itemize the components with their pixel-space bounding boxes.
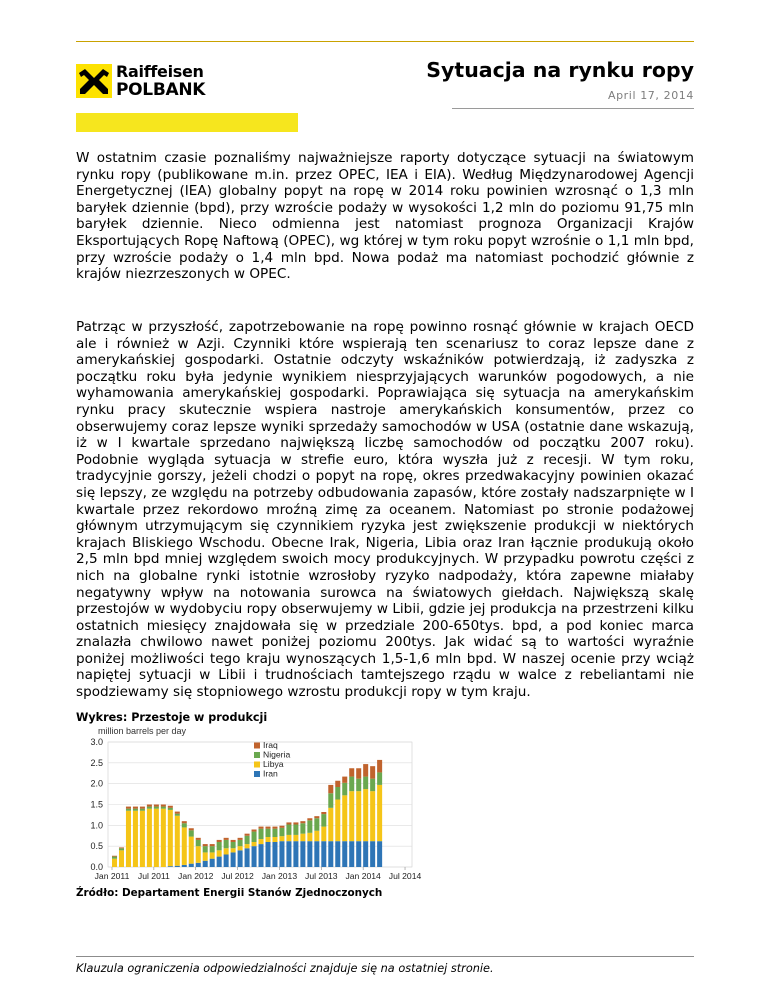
x-tick-label: Jul 2014 <box>388 871 422 881</box>
bar-segment-libya <box>356 791 361 841</box>
y-tick-label: 0.0 <box>90 862 103 872</box>
bar-segment-nigeria <box>147 807 152 809</box>
bar-segment-iraq <box>370 766 375 779</box>
bar-segment-iraq <box>335 781 340 787</box>
bar-segment-iraq <box>189 828 194 830</box>
bar-segment-iraq <box>252 830 257 832</box>
bar-segment-nigeria <box>175 814 180 816</box>
x-tick-label: Jan 2014 <box>345 871 381 881</box>
bar-segment-nigeria <box>245 836 250 844</box>
bar-segment-libya <box>231 848 236 852</box>
bar-segment-nigeria <box>356 779 361 792</box>
bar-segment-iraq <box>349 768 354 776</box>
bar-segment-iraq <box>356 768 361 778</box>
bar-segment-libya <box>210 852 215 858</box>
bar-segment-iran <box>342 841 347 867</box>
bar-segment-iraq <box>314 816 319 818</box>
bar-segment-iran <box>238 850 243 867</box>
bar-segment-libya <box>286 835 291 841</box>
x-tick-label: Jan 2011 <box>94 871 130 881</box>
bar-segment-iraq <box>300 821 305 823</box>
bar-segment-iraq <box>363 764 368 777</box>
bar-segment-iran <box>293 841 298 867</box>
bar-segment-iran <box>328 841 333 867</box>
bar-segment-nigeria <box>224 840 229 848</box>
bar-segment-iraq <box>161 805 166 807</box>
bar-segment-iran <box>265 842 270 867</box>
bar-segment-nigeria <box>217 842 222 850</box>
bar-segment-libya <box>140 811 145 867</box>
y-tick-label: 1.5 <box>90 799 103 810</box>
bar-segment-libya <box>161 809 166 867</box>
bar-segment-iraq <box>182 821 187 823</box>
legend-label-libya: Libya <box>263 759 284 769</box>
legend-label-iran: Iran <box>263 768 278 779</box>
bar-segment-iraq <box>133 807 138 809</box>
bar-segment-nigeria <box>300 823 305 833</box>
bar-segment-iran <box>321 841 326 867</box>
bar-segment-iran <box>314 841 319 867</box>
bar-segment-iraq <box>203 844 208 846</box>
bar-segment-iran <box>363 841 368 867</box>
bar-segment-iran <box>370 841 375 867</box>
bar-segment-iran <box>377 841 382 867</box>
bar-segment-nigeria <box>231 842 236 848</box>
x-tick-label: Jul 2013 <box>305 871 338 881</box>
bar-segment-libya <box>335 800 340 842</box>
bar-segment-nigeria <box>154 807 159 809</box>
x-tick-label: Jan 2012 <box>178 871 214 881</box>
chart-source: Źródło: Departament Energii Stanów Zjednoczonych <box>76 887 383 899</box>
chart-y-axis-label: million barrels per day <box>98 726 187 736</box>
bar-segment-nigeria <box>286 825 291 835</box>
bar-segment-libya <box>377 785 382 841</box>
bar-segment-libya <box>314 831 319 841</box>
bar-segment-iran <box>217 857 222 867</box>
y-tick-label: 0.5 <box>90 841 103 852</box>
bar-segment-iran <box>203 861 208 867</box>
bar-segment-iran <box>196 863 201 867</box>
bar-segment-libya <box>189 837 194 864</box>
bar-segment-libya <box>126 811 131 867</box>
bar-segment-nigeria <box>314 818 319 831</box>
raiffeisen-polbank-logo <box>76 60 216 108</box>
bar-segment-iran <box>259 844 264 867</box>
bar-segment-iraq <box>231 840 236 842</box>
bar-segment-libya <box>370 791 375 841</box>
bar-segment-libya <box>168 810 173 866</box>
bar-segment-iran <box>279 841 284 867</box>
bar-segment-libya <box>182 827 187 864</box>
bar-segment-libya <box>307 833 312 841</box>
x-tick-label: Jan 2013 <box>261 871 298 881</box>
bar-segment-nigeria <box>370 779 375 792</box>
bar-segment-libya <box>293 835 298 841</box>
legend-swatch-iraq <box>254 743 260 749</box>
bar-segment-libya <box>217 850 222 856</box>
bar-segment-iraq <box>328 785 333 793</box>
y-tick-label: 3.0 <box>90 737 103 747</box>
chart-caption: Wykres: Przestoje w produkcji <box>76 711 268 724</box>
bar-segment-iran <box>224 855 229 868</box>
bar-segment-iraq <box>168 806 173 808</box>
header-bottom-rule <box>452 108 694 109</box>
bar-segment-nigeria <box>210 846 215 852</box>
footer-rule <box>76 956 694 957</box>
bar-segment-iran <box>307 841 312 867</box>
bar-segment-libya <box>328 808 333 841</box>
bar-segment-iraq <box>210 844 215 846</box>
bar-segment-libya <box>342 795 347 841</box>
bar-segment-nigeria <box>279 828 284 836</box>
bar-segment-iran <box>356 841 361 867</box>
bar-segment-libya <box>259 839 264 844</box>
bar-segment-iraq <box>112 856 117 857</box>
bar-segment-iran <box>182 865 187 867</box>
paragraph-1: W ostatnim czasie poznaliśmy najważniejsze raporty dotyczące sytuacji na światowym rynku ropy (publikowane m.in. przez OPEC, IEA i EIA). Według Międzynarodowej Agencji Energetycznej (IEA) globalny popyt na ropę w 2014 roku powinien wzrosnąć o 1,3 mln baryłek dziennie (bpd), przy wzroście podaży w wysokości 1,2 mln do poziomu 91,75 mln baryłek dziennie. Nieco odmienna jest natomiast prognoza Organizacji Krajów Eksportujących Ropę Naftową (OPEC), wg której w tym roku popyt wzrośnie o 1,1 mln bpd, przy wzroście podaży o 1,4 mln bpd. Nowa podaż ma natomiast pochodzić głównie z krajów niezrzeszonych w OPEC. <box>76 150 694 283</box>
bar-segment-nigeria <box>168 808 173 810</box>
bar-segment-iraq <box>126 807 131 809</box>
bar-segment-libya <box>154 809 159 867</box>
bar-segment-nigeria <box>272 829 277 837</box>
x-tick-label: Jul 2012 <box>221 871 254 881</box>
bar-segment-libya <box>147 809 152 867</box>
bar-segment-iraq <box>342 777 347 783</box>
bar-segment-iraq <box>259 827 264 829</box>
bar-segment-nigeria <box>363 777 368 790</box>
bar-segment-iraq <box>154 805 159 807</box>
bar-segment-iran <box>168 866 173 867</box>
bar-segment-libya <box>112 859 117 867</box>
page-title: Sytuacja na rynku ropy <box>426 58 694 82</box>
bar-segment-iran <box>335 841 340 867</box>
bar-segment-libya <box>272 837 277 842</box>
bar-segment-nigeria <box>321 814 326 827</box>
bar-segment-nigeria <box>342 783 347 796</box>
bar-segment-nigeria <box>293 825 298 835</box>
bar-segment-nigeria <box>119 848 124 850</box>
bar-segment-libya <box>196 846 201 863</box>
legend-swatch-iran <box>254 771 260 777</box>
bar-segment-iraq <box>147 805 152 807</box>
bar-segment-nigeria <box>335 787 340 800</box>
bar-segment-iran <box>245 848 250 867</box>
bar-segment-iran <box>300 841 305 867</box>
raiffeisen-gable-cross-icon <box>76 64 112 98</box>
bar-segment-nigeria <box>328 793 333 808</box>
y-tick-label: 2.5 <box>90 757 103 768</box>
bar-segment-nigeria <box>140 809 145 811</box>
bar-segment-libya <box>321 827 326 842</box>
header-top-rule <box>76 41 694 42</box>
bar-segment-libya <box>203 852 208 860</box>
bar-segment-iran <box>231 852 236 867</box>
bar-segment-nigeria <box>259 829 264 839</box>
bar-segment-nigeria <box>189 830 194 836</box>
bar-segment-iraq <box>272 827 277 829</box>
bar-segment-iraq <box>286 822 291 824</box>
bar-segment-nigeria <box>133 809 138 811</box>
bar-segment-nigeria <box>161 807 166 809</box>
bar-segment-iraq <box>245 834 250 836</box>
bar-segment-iraq <box>196 838 201 840</box>
bar-segment-iraq <box>377 760 382 773</box>
legend-label-nigeria: Nigeria <box>263 749 291 760</box>
bar-segment-iran <box>272 842 277 867</box>
bar-segment-libya <box>238 846 243 850</box>
x-tick-label: Jul 2011 <box>137 871 170 881</box>
bar-segment-nigeria <box>196 840 201 846</box>
bar-segment-iraq <box>293 822 298 824</box>
bar-segment-nigeria <box>349 777 354 792</box>
bar-segment-nigeria <box>307 820 312 833</box>
bar-segment-iran <box>210 859 215 867</box>
bar-segment-nigeria <box>126 809 131 811</box>
bar-segment-libya <box>245 844 250 848</box>
bar-segment-libya <box>363 789 368 841</box>
bar-segment-libya <box>224 848 229 854</box>
bar-segment-iran <box>286 841 291 867</box>
y-tick-label: 2.0 <box>90 778 103 789</box>
brand-accent-bar <box>76 113 298 132</box>
bar-segment-nigeria <box>112 857 117 859</box>
y-tick-label: 1.0 <box>90 820 103 831</box>
bar-segment-iraq <box>279 826 284 828</box>
bar-segment-iraq <box>224 838 229 840</box>
bar-segment-iran <box>252 846 257 867</box>
bar-segment-iraq <box>265 827 270 829</box>
bar-segment-nigeria <box>252 832 257 842</box>
logo-wordmark-raiffeisen: Raiffeisen <box>116 62 204 81</box>
bar-segment-iran <box>349 841 354 867</box>
bar-segment-nigeria <box>182 823 187 827</box>
legend-swatch-nigeria <box>254 752 260 758</box>
bar-segment-libya <box>349 791 354 841</box>
bar-segment-iran <box>189 864 194 867</box>
bar-segment-nigeria <box>265 829 270 837</box>
logo-wordmark-polbank: POLBANK <box>116 80 206 100</box>
bar-segment-libya <box>252 842 257 846</box>
bar-segment-iraq <box>238 838 243 840</box>
bar-segment-libya <box>300 834 305 842</box>
bar-segment-iraq <box>307 818 312 820</box>
bar-segment-iraq <box>140 807 145 809</box>
bar-segment-libya <box>133 811 138 867</box>
legend-swatch-libya <box>254 762 260 768</box>
bar-segment-nigeria <box>238 840 243 846</box>
bar-segment-nigeria <box>203 846 208 852</box>
bar-segment-libya <box>119 850 124 867</box>
paragraph-2: Patrząc w przyszłość, zapotrzebowanie na ropę powinno rosnąć głównie w krajach OECD ale i również w Azji. Czynniki które wspierają ten scenariusz to coraz lepsze dane z amerykańskiej gospodarki. Ostatnie odczyty wskaźników potwierdzają, iż zadyszka z początku roku była jedynie wynikiem niesprzyjających warunków pogodowych, a nie wyhamowania amerykańskiej gospodarki. Poprawiająca się sytuacja na amerykańskim rynku pracy skutecznie wspiera nastroje amerykańskich konsumentów, przez co obserwujemy coraz lepsze wyniki sprzedaży samochodów w USA (ostatnie dane wskazują, iż w I kwartale sprzedano największą liczbę samochodów od początku 2007 roku). Podobnie wygląda sytuacja w strefie euro, która wyszła już z recesji. W tym roku, tradycyjnie gorszy, jeżeli chodzi o popyt na ropę, okres przedwakacyjny powinien okazać się lepszy, ze względu na potrzeby odbudowania zapasów, które zostały nadszarpnięte w I kwartale przez rekordowo mroźną zimę za oceanem. Natomiast po stronie podażowej głównym utrzymującym się czynnikiem ryzyka jest zwiększenie produkcji w niektórych krajach Bliskiego Wschodu. Obecne Irak, Nigeria, Libia oraz Iran łącznie produkują około 2,5 mln bpd mniej względem swoich mocy produkcyjnych. W przypadku powrotu części z nich na globalne rynki istotnie wzrosłoby ryzyko nadpodaży, która zapewne miałaby negatywny wpływ na notowania surowca na światowych giełdach. Największą skalę przestojów w wydobyciu ropy obserwujemy w Libii, gdzie jej produkcja na przestrzeni kilku ostatnich miesięcy znajdowała się w przedziale 200-650tys. bpd, a pod koniec marca znalazła chwilowo nawet poniżej poziomu 200tys. Jak widać są to wartości wyraźnie poniżej możliwości tego kraju wynoszących 1,5-1,6 mln bpd. W naszej ocenie przy wciąż napiętej sytuacji w Libii i trudnościach tamtejszego rządu w walce z rebeliantami nie spodziewamy się stopniowego wzrostu produkcji ropy w tym kraju. <box>76 319 694 701</box>
bar-segment-libya <box>279 836 284 841</box>
production-outage-chart <box>76 736 422 884</box>
legend-label-iraq: Iraq <box>263 740 278 750</box>
bar-segment-libya <box>265 837 270 842</box>
bar-segment-iraq <box>119 847 124 848</box>
bar-segment-iraq <box>217 840 222 842</box>
bar-segment-iraq <box>321 812 326 814</box>
bar-segment-nigeria <box>377 772 382 785</box>
bar-segment-iraq <box>175 812 180 814</box>
report-date: April 17, 2014 <box>607 89 694 102</box>
disclaimer-footer: Klauzula ograniczenia odpowiedzialności znajduje się na ostatniej stronie. <box>76 962 494 975</box>
bar-segment-iran <box>175 866 180 867</box>
bar-segment-libya <box>175 816 180 866</box>
